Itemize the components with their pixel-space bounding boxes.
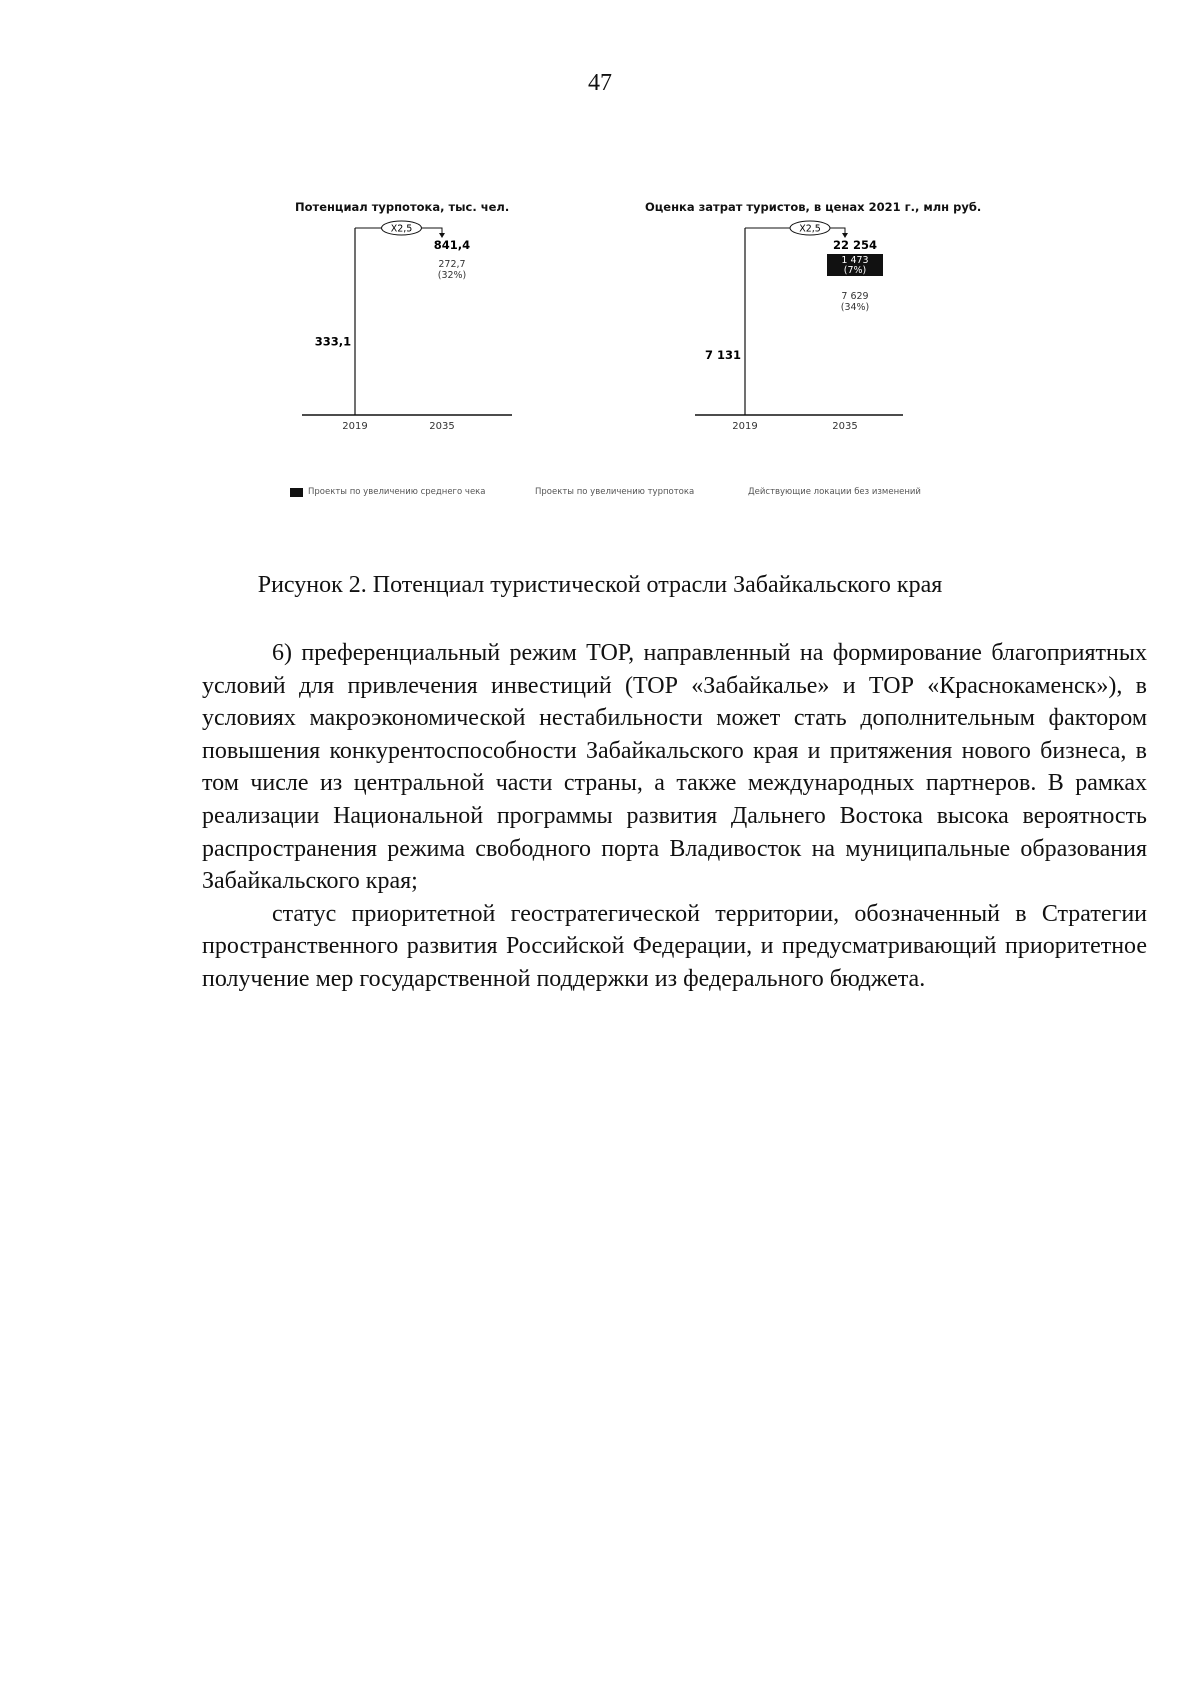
multiplier-label: X2,5 — [390, 223, 413, 235]
page-number: 47 — [588, 70, 612, 96]
legend-label: Действующие локации без изменений — [748, 487, 921, 497]
chart-title: Потенциал турпотока, тыс. чел. — [295, 200, 510, 214]
x-tick-label-2035: 2035 — [429, 421, 455, 432]
chart-tourist-flow-svg — [290, 200, 610, 440]
legend-item-tourist-flow — [535, 487, 694, 497]
chart-tourist-spending-svg — [685, 200, 1060, 440]
figure-caption: Рисунок 2. Потенциал туристической отрасли Забайкальского края — [257, 572, 943, 598]
paragraph: статус приоритетной геостратегической территории, обозначенный в Стратегии пространственного развития Российской Федерации, и предусматривающий приоритетное получение мер государственной поддержки из федерального бюджета. — [202, 900, 1147, 992]
legend-swatch — [290, 488, 303, 497]
segment-value-label: 272,7 — [438, 259, 466, 270]
body-text — [202, 637, 1147, 996]
chart-tourist-spending — [645, 200, 1060, 440]
data-label-2019: 333,1 — [314, 334, 352, 349]
segment-share-label: (34%) — [840, 302, 870, 313]
x-tick-label-2019: 2019 — [342, 421, 368, 432]
segment-value-label: 7 629 — [841, 291, 869, 302]
data-label-2035: 841,4 — [433, 238, 471, 252]
legend-label: Проекты по увеличению турпотока — [535, 487, 695, 497]
multiplier-label: X2,5 — [799, 223, 821, 235]
legend-label: Проекты по увеличению среднего чека — [308, 487, 486, 497]
chart-legend — [302, 487, 1062, 503]
segment-share-label: (7%) — [843, 265, 867, 276]
paragraph: 6) преференциальный режим ТОР, направленный на формирование благоприятных условий для привлечения инвестиций (ТОР «Забайкалье» и ТОР «Краснокаменск»), в условиях макроэкономической нестабильности может стать дополнительным фактором повышения конкурентоспособности Забайкальского края и притяжения нового бизнеса, в том числе из центральной части страны, а также международных партнеров. В рамках реализации Национальной программы развития Дальнего Востока высока вероятность распространения режима свободного порта Владивосток на муниципальные образования Забайкальского края; — [202, 640, 1147, 895]
chart-title: Оценка затрат туристов, в ценах 2021 г., млн руб. — [645, 200, 982, 214]
figure-tourism-potential — [290, 200, 1060, 510]
segment-value-label: 1 473 — [841, 255, 869, 266]
x-tick-label-2035: 2035 — [832, 421, 858, 432]
legend-item-existing — [748, 487, 921, 497]
data-label-2035: 22 254 — [832, 238, 878, 252]
chart-tourist-flow — [290, 200, 610, 440]
legend-item-average-check — [290, 487, 486, 497]
data-label-2019: 7 131 — [704, 347, 742, 362]
segment-share-label: (32%) — [437, 270, 467, 281]
x-tick-label-2019: 2019 — [732, 421, 758, 432]
